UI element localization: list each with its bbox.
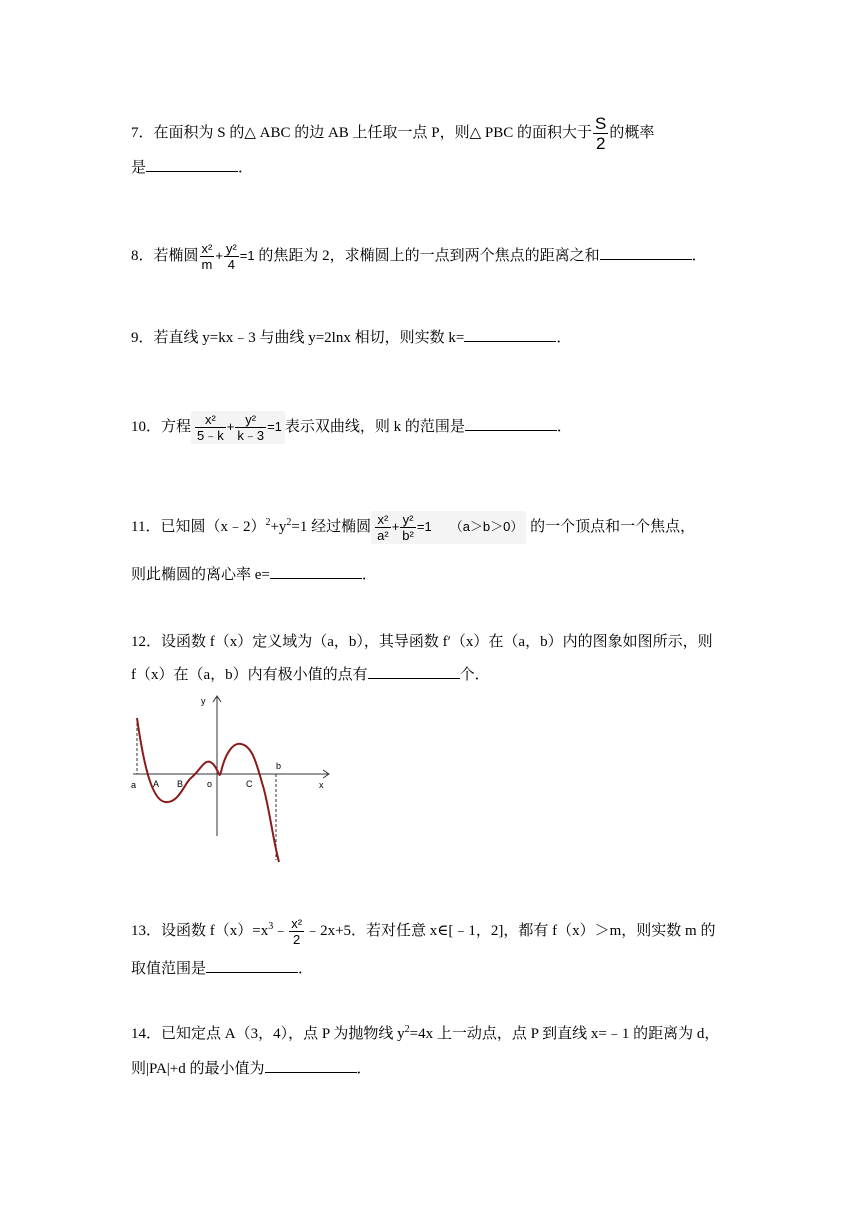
- q10-answer-blank[interactable]: [465, 416, 557, 431]
- q10-equation: $\frac{\text{x²}}{5﹣k}$ + $\frac{\text{y²}}{k﹣3}$ =1: [191, 411, 285, 444]
- q7-fraction: $\frac{S}{2}$: [595, 114, 607, 153]
- graph-label-B: B: [177, 779, 184, 789]
- graph-background: [129, 690, 335, 866]
- q13-line1: 13．设函数 $f(x)=x^3﹣$ $\frac{\text{x²}}{2}$ ﹣2x+5．若对任意 x∈[﹣1，2]，都有 f（x）＞m，则实数 m 的: [131, 916, 716, 947]
- q11-ellipse-equation: $\frac{\text{x²}}{\text{a²}}$ + $\frac{\text{y²}}{\text{b²}}$ =1 （a＞b＞0）: [371, 511, 526, 544]
- q12-line2: f（x）在（a，b）内有极小值的点有 个．: [131, 664, 490, 685]
- q10-line: 10．方程 $\frac{\text{x²}}{5﹣k}$ + $\frac{\text{y²}}{k﹣3}$ =1 表示双曲线，则 k 的范围是 ．: [131, 412, 572, 443]
- q8-answer-blank[interactable]: [600, 245, 692, 260]
- q13-answer-blank[interactable]: [206, 958, 298, 973]
- q7-answer-blank[interactable]: [146, 157, 238, 172]
- graph-label-x: x: [319, 780, 324, 790]
- q14-line2: 则|PA|+d 的最小值为 ．: [131, 1058, 372, 1079]
- q7-text: 7．在面积为 S 的△ ABC 的边 AB 上任取一点 P，则△ PBC 的面积大于: [131, 124, 593, 141]
- graph-label-o: o: [207, 779, 213, 789]
- q7-line2: 是 ．: [131, 157, 253, 178]
- q12-answer-blank[interactable]: [368, 664, 460, 679]
- graph-label-y: y: [201, 696, 206, 706]
- q14-line1: 14．已知定点 A（3，4），点 P 为抛物线 $y^2=4x$ 上一动点，点 P 到直线 x=﹣1 的距离为 d，: [131, 1024, 720, 1042]
- q8-fraction-y: $\frac{\text{y²}}{4}$: [225, 241, 237, 272]
- q8-line: 8．若椭圆 $\frac{\text{x²}}{m}$ + $\frac{\text{y²}}{4}$ =1 的焦距为 2，求椭圆上的一点到两个焦点的距离之和 ．: [131, 241, 707, 272]
- q12-line1: 12．设函数 f（x）定义域为（a，b），其导函数 f′（x）在（a，b）内的图象如图所示，则: [131, 634, 713, 650]
- graph-label-C: C: [246, 779, 253, 789]
- q13-line2: 取值范围是 ．: [131, 958, 313, 979]
- q11-line1: 11．已知圆$(x﹣2)^2+y^2=1$ 经过椭圆 $\frac{\text{x²}}{\text{a²}}$ + $\frac{\text{y²}}{\text{b²}}$ =1 （a＞b＞0） 的一个顶点和一个焦点，: [131, 512, 696, 543]
- q11-answer-blank[interactable]: [270, 564, 362, 579]
- graph-label-A: A: [153, 779, 160, 789]
- graph-label-b: b: [276, 761, 282, 771]
- graph-label-a: a: [131, 780, 137, 790]
- derivative-graph: [129, 690, 335, 866]
- q9-line: 9．若直线 y=kx﹣3 与曲线 y=2lnx 相切，则实数 k= ．: [131, 327, 571, 348]
- q7-line1: 7．在面积为 S 的△ ABC 的边 AB 上任取一点 P，则△ PBC 的面积大于 $\frac{S}{2}$ 的概率: [131, 114, 655, 153]
- q11-line2: 则此椭圆的离心率 e= ．: [131, 564, 377, 585]
- q9-answer-blank[interactable]: [464, 327, 556, 342]
- q8-fraction-x: $\frac{\text{x²}}{m}$: [201, 241, 213, 272]
- q14-answer-blank[interactable]: [265, 1058, 357, 1073]
- q13-fraction: $\frac{\text{x²}}{2}$: [291, 916, 303, 947]
